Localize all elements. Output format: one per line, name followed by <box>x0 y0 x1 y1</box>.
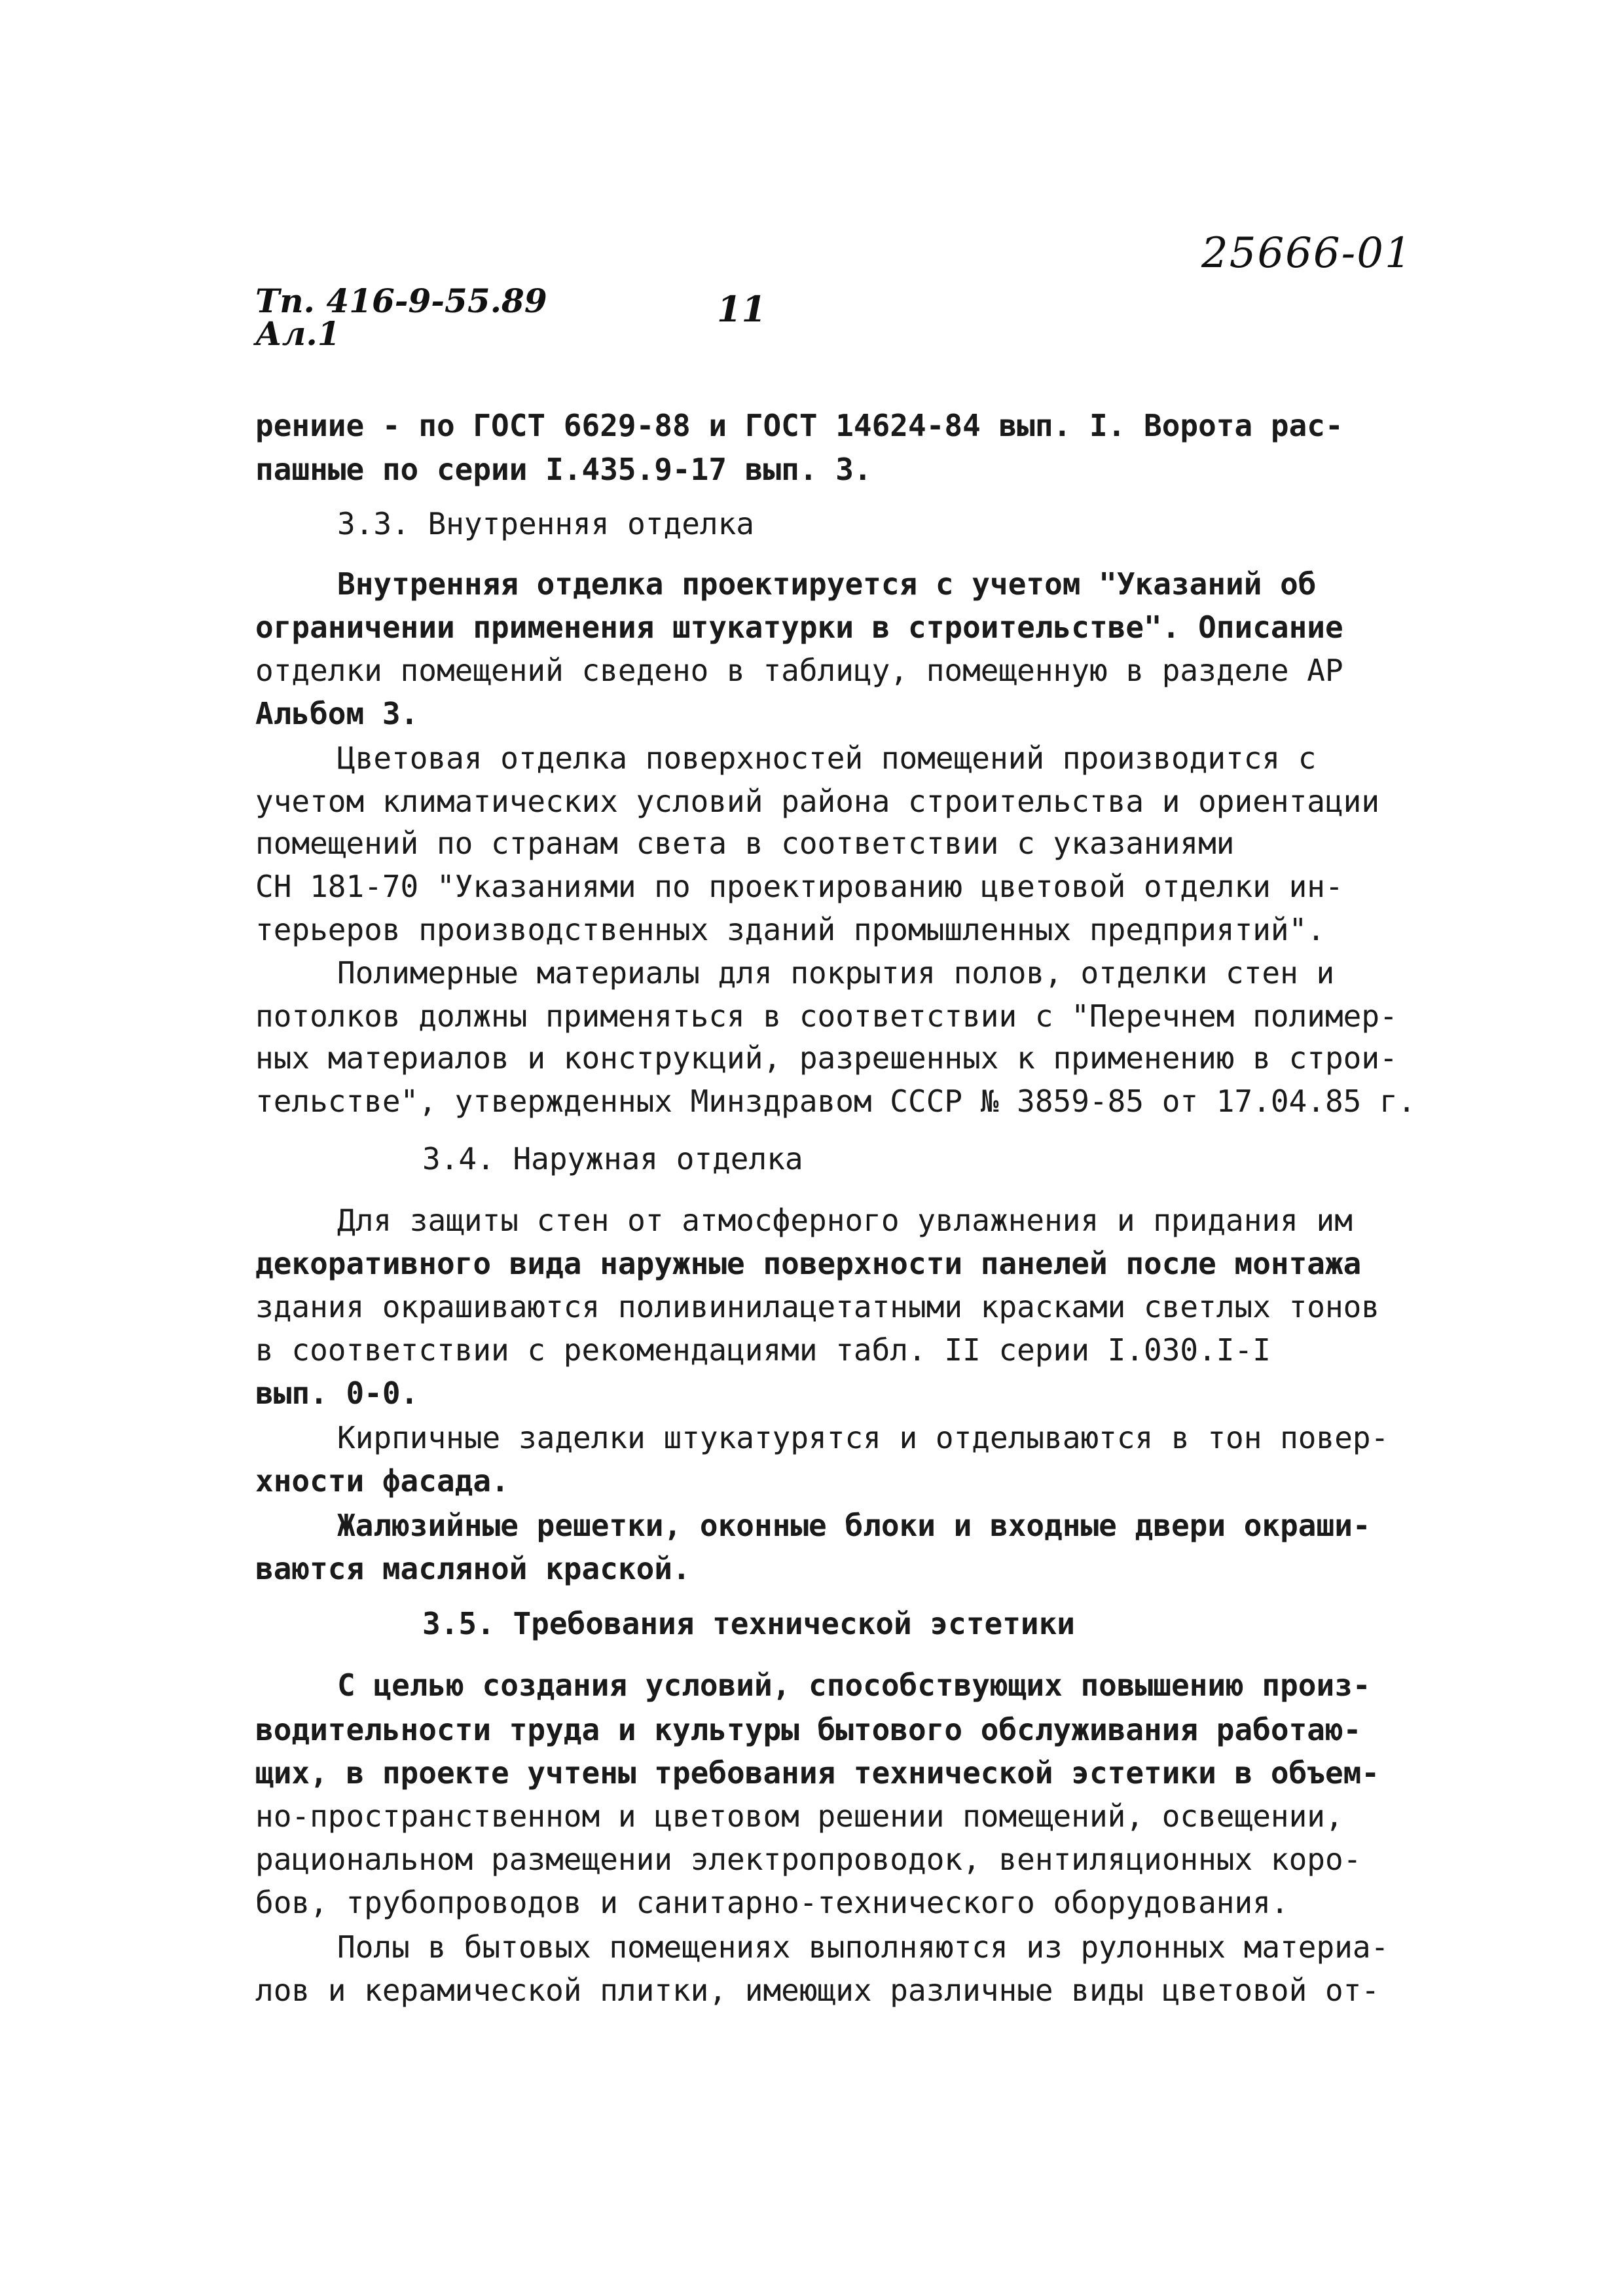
text-line: здания окрашиваются поливинилацетатными красками светлых тонов <box>255 1289 1380 1324</box>
text-line: щих, в проекте учтены требования технической эстетики в объем- <box>255 1755 1380 1791</box>
text-line: Цветовая отделка поверхностей помещений производится с <box>337 740 1317 776</box>
text-line: Жалюзийные решетки, оконные блоки и входные двери окраши- <box>337 1508 1371 1543</box>
text-line: водительности труда и культуры бытового обслуживания работаю- <box>255 1712 1362 1747</box>
text-line: ограничении применения штукатурки в строительстве". Описание <box>255 610 1343 645</box>
text-line: Полы в бытовых помещениях выполняются из рулонных материа- <box>337 1929 1389 1965</box>
section-heading-3-3: 3.3. Внутренняя отделка <box>337 506 754 541</box>
document-code-line: Тп. 416-9-55.89 <box>255 282 547 320</box>
text-line: С целью создания условий, способствующих повышению произ- <box>337 1667 1371 1703</box>
text-line: Для защиты стен от атмосферного увлажнения и придания им <box>337 1203 1353 1238</box>
text-line: Полимерные материалы для покрытия полов, отделки стен и <box>337 955 1335 991</box>
text-line: декоративного вида наружные поверхности панелей после монтажа <box>255 1246 1362 1281</box>
text-line: вып. 0-0. <box>255 1376 419 1411</box>
text-line: хности фасада. <box>255 1463 509 1499</box>
text-line: в соответствии с рекомендациями табл. II серии I.030.I-I <box>255 1332 1271 1368</box>
text-line: СН 181-70 "Указаниями по проектированию цветовой отделки ин- <box>255 869 1343 904</box>
album-number: Ал.1 <box>255 314 340 353</box>
section-heading-3-4: 3.4. Наружная отделка <box>422 1141 803 1176</box>
document-code <box>255 282 547 353</box>
text-line: но-пространственном и цветовом решении помещений, освещении, <box>255 1798 1343 1834</box>
text-line: помещений по странам света в соответствии с указаниями <box>255 826 1235 861</box>
text-line: тельстве", утвержденных Минздравом СССР № 3859-85 от 17.04.85 г. <box>255 1084 1416 1119</box>
text-line: рениие - по ГОСТ 6629-88 и ГОСТ 14624-84 вып. I. Ворота рас- <box>255 408 1343 443</box>
text-line: бов, трубопроводов и санитарно-технического оборудования. <box>255 1885 1289 1920</box>
text-line: ваются масляной краской. <box>255 1551 691 1586</box>
text-line: потолков должны применяться в соответствии с "Перечнем полимер- <box>255 998 1398 1034</box>
text-line: лов и керамической плитки, имеющих различные виды цветовой от- <box>255 1973 1380 2008</box>
document-number: 25666-01 <box>1201 229 1413 278</box>
text-line: Альбом 3. <box>255 696 419 731</box>
text-line: Внутренняя отделка проектируется с учетом "Указаний об <box>337 566 1317 602</box>
section-heading-3-5: 3.5. Требования технической эстетики <box>422 1606 1075 1641</box>
text-line: рациональном размещении электропроводок, вентиляционных коро- <box>255 1842 1362 1877</box>
page-number: 11 <box>717 288 767 330</box>
text-line: отделки помещений сведено в таблицу, помещенную в разделе АР <box>255 653 1343 688</box>
text-line: ных материалов и конструкций, разрешенных к применению в строи- <box>255 1040 1398 1076</box>
text-line: терьеров производственных зданий промышленных предприятий". <box>255 912 1325 947</box>
text-line: Кирпичные заделки штукатурятся и отделываются в тон повер- <box>337 1420 1389 1455</box>
text-line: пашные по серии I.435.9-17 вып. 3. <box>255 452 872 487</box>
text-line: учетом климатических условий района строительства и ориентации <box>255 784 1380 819</box>
